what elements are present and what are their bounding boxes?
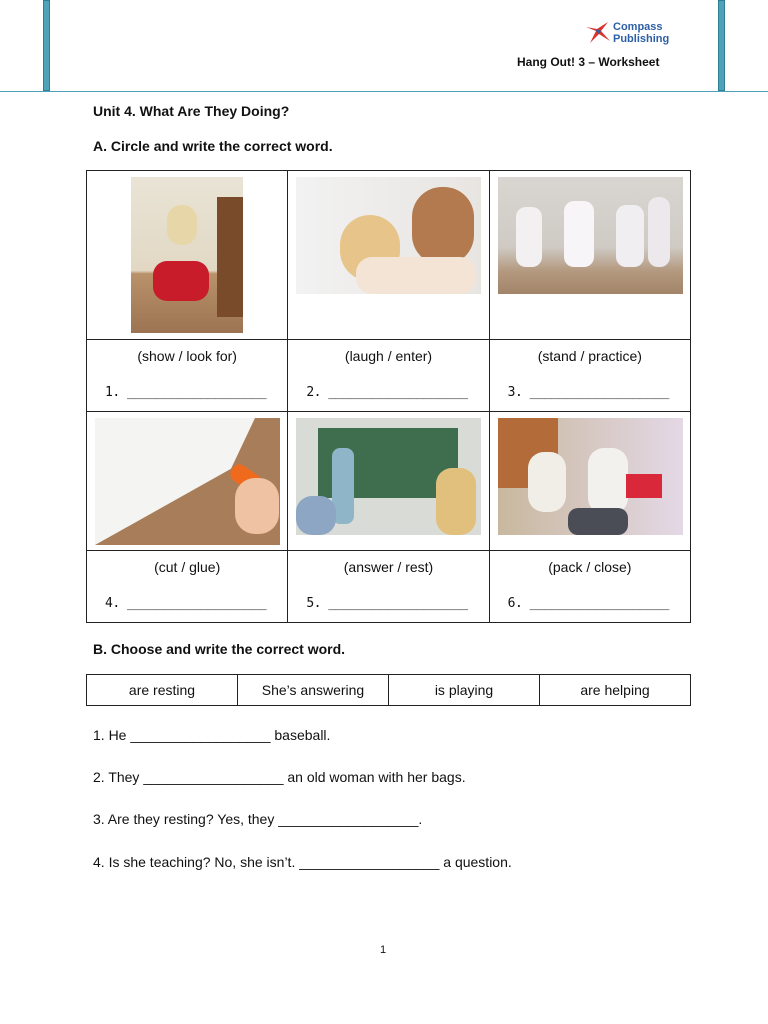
answer-cell-3: [489, 340, 690, 412]
photo-classroom-raising-hand: [296, 418, 481, 535]
answer-blank[interactable]: 6. ___________________: [507, 596, 669, 611]
section-b-heading: B. Choose and write the correct word.: [93, 641, 346, 657]
photo-girl-looking-in-drawer: [131, 177, 243, 333]
word-bank: [86, 674, 691, 706]
publisher-name-line2: Publishing: [613, 33, 670, 45]
photo-ballet-dancers-practicing: [498, 177, 683, 294]
word-bank-item[interactable]: are helping: [540, 675, 691, 706]
answer-blank[interactable]: 2. ___________________: [306, 385, 468, 400]
word-options[interactable]: (show / look for): [137, 348, 237, 364]
publisher-name: [613, 21, 669, 45]
image-cell-3: [489, 171, 690, 340]
answer-cell-6: [489, 551, 690, 623]
sentence-2[interactable]: 2. They __________________ an old woman with her bags.: [93, 769, 466, 785]
word-options[interactable]: (answer / rest): [343, 559, 434, 575]
word-options[interactable]: (cut / glue): [154, 559, 221, 575]
photo-scissors-cutting-paper: [95, 418, 280, 545]
answer-cell-1: [87, 340, 288, 412]
answer-blank[interactable]: 4. ___________________: [105, 596, 267, 611]
image-cell-5: [288, 412, 489, 551]
publisher-logo: [584, 19, 684, 47]
word-options[interactable]: (laugh / enter): [344, 348, 433, 364]
word-bank-item[interactable]: is playing: [389, 675, 540, 706]
header-divider: [0, 91, 768, 92]
sentence-4[interactable]: 4. Is she teaching? No, she isn’t. __________________ a question.: [93, 854, 512, 870]
image-cell-2: [288, 171, 489, 340]
sentence-1[interactable]: 1. He __________________ baseball.: [93, 727, 331, 743]
section-a-heading: A. Circle and write the correct word.: [93, 138, 333, 154]
image-cell-6: [489, 412, 690, 551]
photo-mother-and-child-laughing: [296, 177, 481, 294]
unit-title: Unit 4. What Are They Doing?: [93, 103, 290, 119]
word-bank-item[interactable]: She’s answering: [238, 675, 389, 706]
exercise-a-grid: [86, 170, 691, 623]
image-cell-4: [87, 412, 288, 551]
header-accent-bar-left: [43, 0, 50, 91]
answer-cell-4: [87, 551, 288, 623]
compass-star-icon: [584, 19, 612, 47]
word-bank-item[interactable]: are resting: [87, 675, 238, 706]
header-accent-bar-right: [718, 0, 725, 91]
answer-cell-5: [288, 551, 489, 623]
page-number: 1: [380, 944, 387, 956]
image-cell-1: [87, 171, 288, 340]
answer-blank[interactable]: 1. ___________________: [105, 385, 267, 400]
word-options[interactable]: (pack / close): [548, 559, 632, 575]
answer-cell-2: [288, 340, 489, 412]
word-options[interactable]: (stand / practice): [537, 348, 642, 364]
worksheet-title: Hang Out! 3 – Worksheet: [517, 55, 660, 69]
photo-students-packing-bags: [498, 418, 683, 535]
sentence-3[interactable]: 3. Are they resting? Yes, they __________________.: [93, 811, 423, 827]
publisher-name-line1: Compass: [613, 21, 663, 33]
answer-blank[interactable]: 3. ___________________: [507, 385, 669, 400]
answer-blank[interactable]: 5. ___________________: [306, 596, 468, 611]
